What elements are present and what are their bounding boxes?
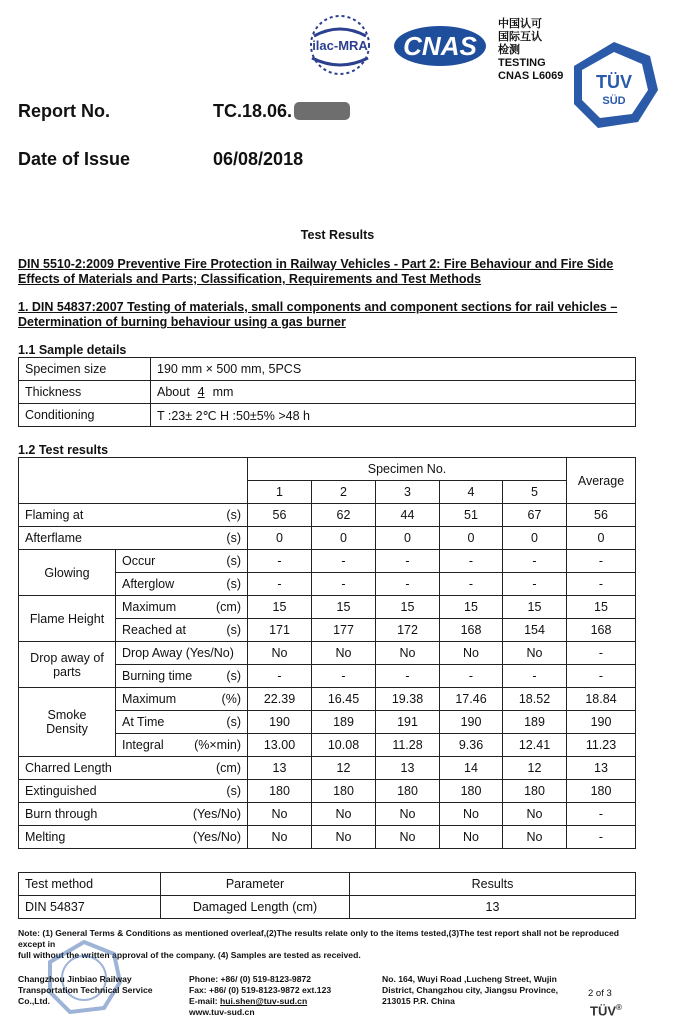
cell-value: - bbox=[376, 665, 440, 688]
test-standard-title: 1. DIN 54837:2007 Testing of materials, small components and component sections for rail vehicles – Determination of burning behaviour using a gas burner bbox=[18, 300, 618, 329]
cell-average: - bbox=[567, 550, 636, 573]
report-no-label: Report No. bbox=[18, 101, 110, 121]
row-label: Melting (Yes/No) bbox=[19, 826, 248, 849]
cell-value: 22.39 bbox=[248, 688, 312, 711]
table-row bbox=[19, 780, 636, 803]
cell-average: 190 bbox=[567, 711, 636, 734]
cell-value: - bbox=[376, 550, 440, 573]
summary-cell: Damaged Length (cm) bbox=[161, 896, 350, 919]
date-of-issue-label: Date of Issue bbox=[18, 149, 131, 169]
cell-value: 189 bbox=[503, 711, 567, 734]
cell-value: 15 bbox=[376, 596, 440, 619]
cell-value: 12.41 bbox=[503, 734, 567, 757]
email-link[interactable]: hui.shen@tuv-sud.cn bbox=[220, 996, 308, 1006]
date-of-issue-value: 06/08/2018 bbox=[213, 149, 304, 169]
specimen-number: 4 bbox=[440, 481, 503, 504]
cell-value: 15 bbox=[312, 596, 376, 619]
cell-value: 13 bbox=[248, 757, 312, 780]
row-label: Drop Away (Yes/No) bbox=[116, 642, 248, 665]
specimen-number: 5 bbox=[503, 481, 567, 504]
group-label: Glowing bbox=[19, 550, 116, 596]
redaction-block bbox=[294, 102, 350, 120]
row-label: Burning time (s) bbox=[116, 665, 248, 688]
cell-value: No bbox=[376, 642, 440, 665]
cell-value: 0 bbox=[440, 527, 503, 550]
table-row bbox=[19, 404, 636, 427]
cell-average: 11.23 bbox=[567, 734, 636, 757]
cell-value: 180 bbox=[248, 780, 312, 803]
sample-value: About 4 mm bbox=[151, 381, 636, 404]
sample-details-heading: 1.1 Sample details bbox=[18, 343, 127, 357]
row-label: Maximum (%) bbox=[116, 688, 248, 711]
cell-value: No bbox=[440, 642, 503, 665]
test-results-table bbox=[18, 457, 636, 849]
page-number: 2 of 3 bbox=[588, 988, 612, 999]
cell-average: 15 bbox=[567, 596, 636, 619]
svg-text:SÜD: SÜD bbox=[602, 95, 626, 107]
cell-value: No bbox=[503, 826, 567, 849]
summary-cell: DIN 54837 bbox=[19, 896, 161, 919]
cell-value: 177 bbox=[312, 619, 376, 642]
cell-average: - bbox=[567, 665, 636, 688]
table-row bbox=[19, 381, 636, 404]
cell-value: 9.36 bbox=[440, 734, 503, 757]
cell-value: No bbox=[312, 803, 376, 826]
sample-label: Conditioning bbox=[19, 404, 151, 427]
cell-value: - bbox=[440, 573, 503, 596]
cell-average: 168 bbox=[567, 619, 636, 642]
cell-value: 18.52 bbox=[503, 688, 567, 711]
table-row bbox=[19, 688, 636, 711]
cell-value: - bbox=[248, 665, 312, 688]
cell-value: - bbox=[440, 665, 503, 688]
row-label: Occur (s) bbox=[116, 550, 248, 573]
cell-value: - bbox=[503, 573, 567, 596]
sample-details-table bbox=[18, 357, 636, 427]
cell-value: 0 bbox=[248, 527, 312, 550]
cell-value: 12 bbox=[312, 757, 376, 780]
row-label: At Time (s) bbox=[116, 711, 248, 734]
cell-average: 0 bbox=[567, 527, 636, 550]
table-row bbox=[19, 527, 636, 550]
cell-value: 189 bbox=[312, 711, 376, 734]
cell-value: No bbox=[503, 642, 567, 665]
report-no-value: TC.18.06. bbox=[213, 101, 350, 122]
tuv-sud-logo bbox=[568, 40, 660, 132]
cell-value: 51 bbox=[440, 504, 503, 527]
summary-cell: 13 bbox=[350, 896, 636, 919]
table-row bbox=[19, 550, 636, 573]
table-row bbox=[19, 596, 636, 619]
ilac-mra-logo bbox=[300, 14, 380, 76]
svg-text:ilac-MRA: ilac-MRA bbox=[312, 38, 368, 53]
summary-header: Results bbox=[350, 873, 636, 896]
row-label: Integral (%×min) bbox=[116, 734, 248, 757]
cell-value: No bbox=[440, 803, 503, 826]
cell-value: 19.38 bbox=[376, 688, 440, 711]
row-label: Charred Length (cm) bbox=[19, 757, 248, 780]
cell-value: 17.46 bbox=[440, 688, 503, 711]
cell-value: 180 bbox=[312, 780, 376, 803]
cell-value: 168 bbox=[440, 619, 503, 642]
cnas-logo bbox=[392, 24, 488, 68]
cell-value: - bbox=[440, 550, 503, 573]
cell-value: - bbox=[376, 573, 440, 596]
summary-header: Parameter bbox=[161, 873, 350, 896]
cell-value: 56 bbox=[248, 504, 312, 527]
report-note: Note: (1) General Terms & Conditions as mentioned overleaf,(2)The results relate only to the items tested,(3)The test report shall not be reproduced except in full without the written approval of the company. (4) Samples are tested as received. bbox=[18, 928, 620, 960]
cell-value: 10.08 bbox=[312, 734, 376, 757]
table-row bbox=[19, 873, 636, 896]
cell-value: - bbox=[248, 573, 312, 596]
cell-average: - bbox=[567, 642, 636, 665]
summary-table bbox=[18, 872, 636, 919]
table-row bbox=[19, 826, 636, 849]
standard-title: DIN 5510-2:2009 Preventive Fire Protection in Railway Vehicles - Part 2: Fire Behaviour and Fire Side Effects of Materials and Parts; Classification, Requirements and Test Methods bbox=[18, 257, 614, 286]
row-label: Burn through (Yes/No) bbox=[19, 803, 248, 826]
cell-value: 62 bbox=[312, 504, 376, 527]
table-row bbox=[19, 896, 636, 919]
cell-value: 172 bbox=[376, 619, 440, 642]
cell-value: 180 bbox=[440, 780, 503, 803]
specimen-no-header: Specimen No. bbox=[248, 458, 567, 481]
cell-value: 15 bbox=[248, 596, 312, 619]
row-label: Afterglow (s) bbox=[116, 573, 248, 596]
cell-value: 16.45 bbox=[312, 688, 376, 711]
cell-average: 13 bbox=[567, 757, 636, 780]
specimen-number: 3 bbox=[376, 481, 440, 504]
cell-value: - bbox=[503, 550, 567, 573]
cell-value: 171 bbox=[248, 619, 312, 642]
sample-label: Specimen size bbox=[19, 358, 151, 381]
cell-average: - bbox=[567, 826, 636, 849]
cell-value: 180 bbox=[376, 780, 440, 803]
cell-value: - bbox=[503, 665, 567, 688]
specimen-number: 2 bbox=[312, 481, 376, 504]
footer-company: Changzhou Jinbiao Railway Transportation Technical Service Co.,Ltd. bbox=[18, 974, 153, 1006]
cell-value: No bbox=[376, 826, 440, 849]
cell-average: 180 bbox=[567, 780, 636, 803]
cell-value: - bbox=[312, 573, 376, 596]
cell-value: 180 bbox=[503, 780, 567, 803]
cell-value: 154 bbox=[503, 619, 567, 642]
svg-text:CNAS: CNAS bbox=[403, 31, 477, 61]
average-header: Average bbox=[567, 458, 636, 504]
row-label: Afterflame (s) bbox=[19, 527, 248, 550]
row-label: Extinguished (s) bbox=[19, 780, 248, 803]
cell-value: 44 bbox=[376, 504, 440, 527]
cell-value: No bbox=[248, 642, 312, 665]
cell-value: 0 bbox=[312, 527, 376, 550]
cell-value: 15 bbox=[503, 596, 567, 619]
summary-header: Test method bbox=[19, 873, 161, 896]
cell-value: 13.00 bbox=[248, 734, 312, 757]
cell-value: No bbox=[312, 826, 376, 849]
footer-address: No. 164, Wuyi Road ,Lucheng Street, Wujin District, Changzhou city, Jiangsu Province, 213015 P.R. China bbox=[382, 974, 559, 1006]
cell-value: 12 bbox=[503, 757, 567, 780]
cell-value: 190 bbox=[248, 711, 312, 734]
cell-value: 67 bbox=[503, 504, 567, 527]
table-row bbox=[19, 642, 636, 665]
cell-value: - bbox=[312, 665, 376, 688]
tuv-footer-mark: TÜV® bbox=[590, 1003, 622, 1019]
svg-text:TÜV: TÜV bbox=[596, 72, 632, 92]
sample-value: 190 mm × 500 mm, 5PCS bbox=[151, 358, 636, 381]
table-row bbox=[19, 358, 636, 381]
row-label: Maximum (cm) bbox=[116, 596, 248, 619]
cell-value: No bbox=[503, 803, 567, 826]
cell-value: - bbox=[248, 550, 312, 573]
sample-label: Thickness bbox=[19, 381, 151, 404]
table-row bbox=[19, 803, 636, 826]
cell-value: 11.28 bbox=[376, 734, 440, 757]
group-label: Smoke Density bbox=[19, 688, 116, 757]
cell-value: No bbox=[440, 826, 503, 849]
cell-value: 190 bbox=[440, 711, 503, 734]
sample-value: T :23± 2℃ H :50±5% >48 h bbox=[151, 404, 636, 427]
cell-average: 18.84 bbox=[567, 688, 636, 711]
footer-contact: Phone: +86/ (0) 519-8123-9872 Fax: +86/ (0) 519-8123-9872 ext.123 E-mail: hui.shen@tuv-sud.cn www.tuv-sud.cn bbox=[189, 974, 332, 1017]
specimen-number: 1 bbox=[248, 481, 312, 504]
cell-value: No bbox=[376, 803, 440, 826]
row-label: Flaming at (s) bbox=[19, 504, 248, 527]
cell-value: 0 bbox=[503, 527, 567, 550]
cell-value: 0 bbox=[376, 527, 440, 550]
group-label: Drop away of parts bbox=[19, 642, 116, 688]
cell-value: 191 bbox=[376, 711, 440, 734]
website-link[interactable]: www.tuv-sud.cn bbox=[189, 1007, 255, 1017]
cell-value: - bbox=[312, 550, 376, 573]
cell-value: No bbox=[248, 803, 312, 826]
cell-average: - bbox=[567, 573, 636, 596]
table-row bbox=[19, 504, 636, 527]
table-row bbox=[19, 757, 636, 780]
test-results-heading: 1.2 Test results bbox=[18, 443, 109, 457]
cell-value: No bbox=[248, 826, 312, 849]
page-title: Test Results bbox=[300, 228, 375, 242]
cell-average: 56 bbox=[567, 504, 636, 527]
row-label: Reached at (s) bbox=[116, 619, 248, 642]
cell-value: 15 bbox=[440, 596, 503, 619]
cnas-accreditation-text: 中国认可 国际互认 检测 TESTING CNAS L6069 bbox=[498, 18, 564, 82]
cell-value: No bbox=[312, 642, 376, 665]
cell-value: 14 bbox=[440, 757, 503, 780]
cell-average: - bbox=[567, 803, 636, 826]
cell-value: 13 bbox=[376, 757, 440, 780]
group-label: Flame Height bbox=[19, 596, 116, 642]
